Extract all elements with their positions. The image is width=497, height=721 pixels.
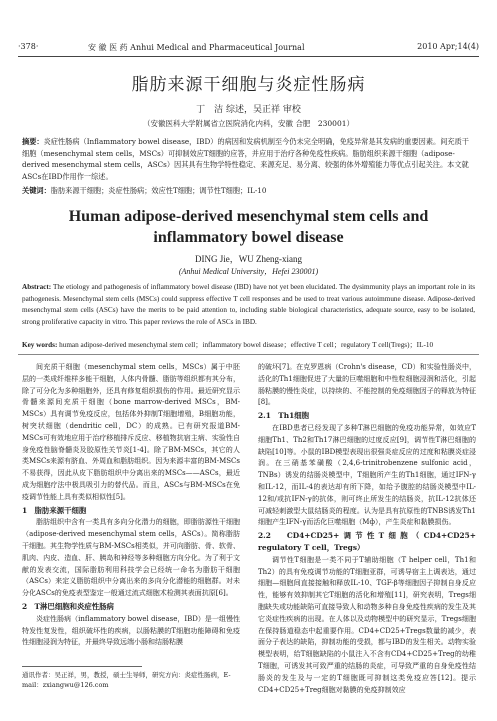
section-1-heading: 1 脂肪来源干细胞 xyxy=(22,505,87,515)
cn-title: 脂肪来源干细胞与炎症性肠病 xyxy=(131,75,366,95)
en-abstract xyxy=(22,282,475,328)
right-intro-paragraph: 的破坏[7]。在克罗恩病（Crohn's disease，CD）和实验性肠炎中，活化的Th1细胞促进了大量的巨噬细胞和中性粒细胞浸润和活化，引起肠粘膜的慢性炎症，以持续的、不能控制的免疫细胞因子的释放为特征[8]。 xyxy=(258,363,476,407)
journal-volume: 2010 Apr;14(4) xyxy=(417,42,479,51)
cn-abstract-label: 摘要： xyxy=(22,137,44,146)
cn-abstract xyxy=(22,136,475,182)
en-abstract-label: Abstract: xyxy=(22,283,52,291)
en-title xyxy=(0,206,497,248)
section-2-1-heading: 2.1 Th1细胞 xyxy=(258,411,310,421)
cn-keywords-label: 关键词： xyxy=(22,186,51,195)
section-2-paragraph: 炎症性肠病（inflammatory bowel disease，IBD）是一组慢性特发性复发性，组织破坏性的疾病，以肠粘膜的T细胞功能障碍和免疫性细胞浸润为特征，并最终导致远端小肠和结肠粘膜 xyxy=(22,614,240,647)
cn-abstract-text: 炎症性肠病（Inflammatory bowel disease，IBD）的病因和发病机制至今仍未完全明确，免疫异常是其发病的重要因素。间充质干细胞（mesenchymal stem cells，MSCs）可抑制效应T细胞的应答，并应用于治疗各种免疫性疾病。脂肪组织来源干细胞（adipose-derived mesenchymal stem cells，ASCs）因其具有生物学特性稳定、来源充足、易分离、较强的体外增殖能力等优点引起关注。本文就ASCs在IBD作用作一综述。 xyxy=(22,137,469,181)
journal-name: 安 徽 医 药 Anhui Medical and Pharmaceutical Journal xyxy=(88,43,305,52)
cn-keywords-text: 脂肪来源干细胞；炎症性肠病；效应性T细胞；调节性T细胞；IL-10 xyxy=(50,186,267,195)
section-rule xyxy=(18,354,479,355)
body-column-right xyxy=(258,362,476,702)
section-2-heading: 2 T淋巴细胞和炎症性肠病 xyxy=(22,601,114,611)
en-title-line2: inflammatory bowel disease xyxy=(153,229,344,246)
footnote: 通讯作者：吴正祥，男，教授，硕士生导师，研究方向：炎症性肠病，E-mail：zxiangwu@126.com xyxy=(22,671,231,689)
section-2-2-paragraph: 调节性T细胞是一类不同于T辅助细胞（T helper cell，Th1和Th2）的具有免疫调节功能的T细胞亚群，可诱导宿主上调表达，通过细胞—细胞间直接接触和释放IL-10、TGF-β等细胞因子抑制自身反应性，能够有效抑制其它T细胞的活化和增殖[11]，研究表明，Tregs细胞缺失或功能缺陷可直接导致人和动物多种自身免疫性疾病的发生及其它炎症性疾病的出现。在人体以及动物模型中的研究显示，Tregs细胞在保持肠道稳态中起重要作用。CD4+CD25+Tregs数量的减少，表面分子表达的缺陷，抑制功能的受损，都与IBD的发生相关。动物实验模型表明，给T细胞缺陷的小鼠注入不含有CD4+CD25+Treg的幼稚T细胞，可诱发其可致严重的结肠的炎症，可导致严重的自身免疫性结肠炎的发生及与一定的T细胞既可抑制这类免疫应答[12]。提示CD4+CD25+Treg细胞对黏膜的免疫抑制效应 xyxy=(258,555,476,694)
intro-paragraph: 间充质干细胞（mesenchymal stem cells，MSCs）属于中胚层的一类成纤维样多能干细胞，人体内骨髓、脂肪等组织都有其分布，除了可分化为多种细胞外，还具有修复组织损伤的作用。最近研究显示骨髓来源间充质干细胞（bone marrow-derived MSCs，BM-MSCs）具有调节免疫反应，包括体外抑制T细胞增殖，B细胞功能，树突状细胞（dendritic cell，DC）的成熟。已有研究报道BM-MSCs可有效地应用于治疗移植排斥反应、移植物抗宿主病、实验性自身免疫性脑脊髓炎及胶原性关节炎[1-4]。除了BM-MSCs，其它的人类MSCs来源有脐血、外周血和脂肪组织。因为来源丰富的BM-MSCs不易获得，因此从皮下脂肪组织中分离出来的MSCs——ASCs，最近成为细胞疗法中极具吸引力的替代品。而且，ASCs与BM-MSCs在免疫调节性能上具有类似相似性[5]。 xyxy=(22,363,240,501)
en-title-line1: Human adipose-derived mesenchymal stem cells and xyxy=(68,208,429,225)
cn-affiliation: （安徽医科大学附属省立医院消化内科，安徽 合肥 230001） xyxy=(142,119,354,128)
cn-authors: 丁 洁 综述，吴正祥 审校 xyxy=(196,105,301,115)
header-rule xyxy=(18,56,479,57)
en-affiliation: (Anhui Medical University，Hefei 230001) xyxy=(178,267,319,276)
section-2-1-paragraph: 在IBD患者已经发现了多种T淋巴细胞的免疫功能异常，如效应T细胞Th1、Th2和Th17淋巴细胞的过度反应[9]，调节性T淋巴细胞的缺陷[10]等。小鼠的IBD模型表现出很强炎症反应的过度和粘膜炎症浸润。在三硝基苯磺酸（2,4,6-trinitrobenzene sulfonic acid，TNBs）诱发的结肠炎模型中，T细胞所产生的Th1细胞，通过IFN-γ和IL-12，而IL-4的表达却有所下降，如给予腹腔的结肠炎模型中IL-12和/或抗IFN-γ的抗体，则可终止所发生的结肠炎，抗IL-12抗体还可减轻刺激型大鼠结肠炎的程度。认为是具有抗原性的TNBS诱发Th1细胞产生IFN-γ而活化巨噬细胞（Mф），产生炎症和黏膜损伤。 xyxy=(258,423,476,527)
running-header xyxy=(18,40,479,54)
en-abstract-text: The etiology and pathogenesis of inflammatory bowel disease (IBD) have not yet been elucidated. The dysimmunity plays an important role in its pathogenesis. Mesenchymal stem cells (MSCs) could suppress effective T cell responses and be used to treat various autoimmune disease. Adipose-derived mesenchymal stem cells (ASCs) have the merits to be paid attention to, including stable biological characteristics, adequate source, easy to be isolated, strong proliferative capacity in vitro. This paper reviews the role of ASCs in IBD. xyxy=(22,283,475,326)
footnote-rule xyxy=(22,666,142,667)
en-keywords-text: human adipose-derived mesenchymal stem cell；inflammatory bowel disease；effective T cell；regulatory T cell(Tregs)；IL-10 xyxy=(59,341,434,349)
cn-keywords xyxy=(22,185,475,197)
page-number: ·378· xyxy=(18,42,39,51)
body-column-left xyxy=(22,362,240,662)
section-1-paragraph: 脂肪组织中含有一类具有多向分化潜力的细胞，即脂肪源性干细胞（adipose-derived mesenchymal stem cells，ASCs）。简称脂肪干细胞。其生物学性质与BM-MSCs相类似，并可向脂肪、骨、软骨、肌肉、内皮、造血、肝、胰岛和神经等多种细胞方向分化。为了利于文献的发表交流，国际脂肪利用科技学会已经统一命名为脂肪干细胞（ASCs）来定义脂肪组织中分离出来的多向分化潜能的细胞群。对未分化ASCs的免疫表型鉴定一般通过流式细胞术检测其表面抗原[6]。 xyxy=(22,518,240,598)
en-authors: DING Jie，WU Zheng-xiang xyxy=(195,254,302,264)
en-keywords-label: Key words: xyxy=(22,341,58,349)
section-2-2-heading: 2.2 CD4+CD25+调节性T细胞（CD4+CD25+ regulatory T cell，Tregs） xyxy=(258,531,476,552)
en-keywords xyxy=(22,340,475,351)
